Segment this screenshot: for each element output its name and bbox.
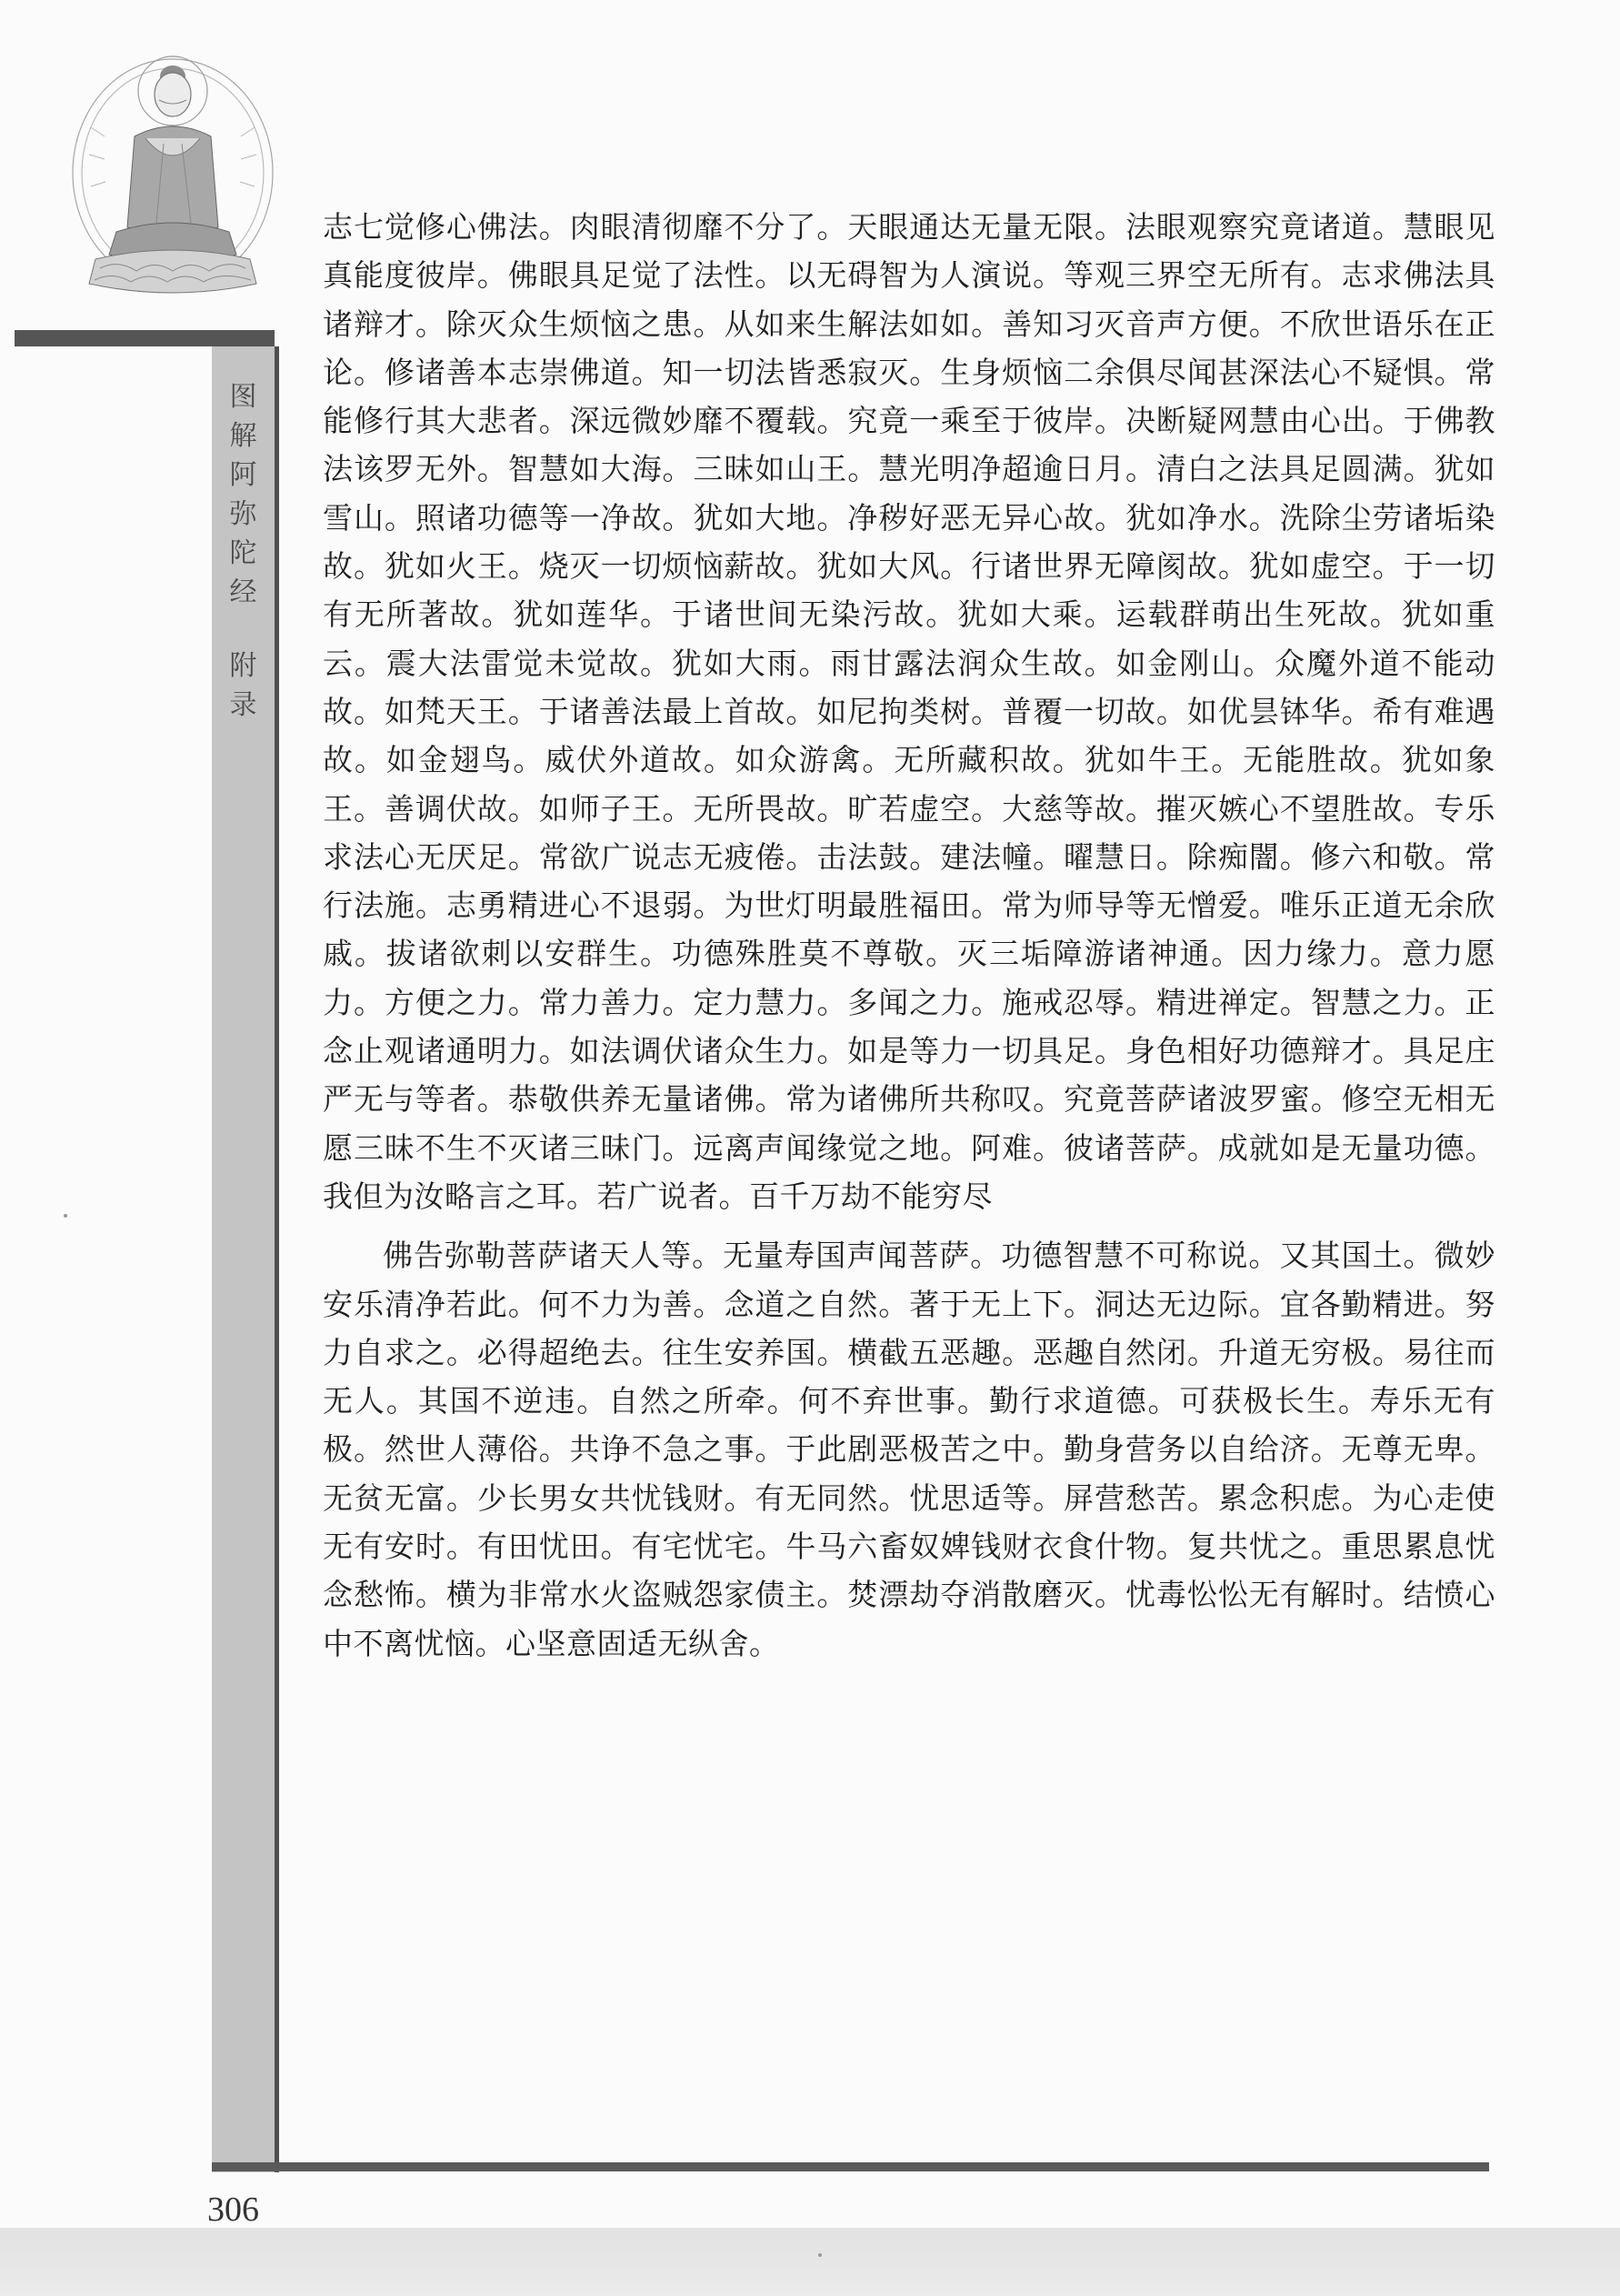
paragraph: 志七觉修心佛法。肉眼清彻靡不分了。天眼通达无量无限。法眼观察究竟诸道。慧眼见真能度彼岸。佛眼具足觉了法性。以无碍智为人演说。等观三界空无所有。志求佛法具诸辩才。除灭众生烦恼之患。从如来生解法如如。善知习灭音声方便。不欣世语乐在正论。修诸善本志崇佛道。知一切法皆悉寂灭。生身烦恼二余俱尽闻甚深法心不疑惧。常能修行其大悲者。深远微妙靡不覆载。究竟一乘至于彼岸。决断疑网慧由心出。于佛教法该罗无外。智慧如大海。三昧如山王。慧光明净超逾日月。清白之法具足圆满。犹如雪山。照诸功德等一净故。犹如大地。净秽好恶无异心故。犹如净水。洗除尘劳诸垢染故。犹如火王。烧灭一切烦恼薪故。犹如大风。行诸世界无障阂故。犹如虚空。于一切有无所著故。犹如莲华。于诸世间无染污故。犹如大乘。运载群萌出生死故。犹如重云。震大法雷觉未觉故。犹如大雨。雨甘露法润众生故。如金刚山。众魔外道不能动故。如梵天王。于诸善法最上首故。如尼拘类树。普覆一切故。如优昙钵华。希有难遇故。如金翅鸟。威伏外道故。如众游禽。无所藏积故。犹如牛王。无能胜故。犹如象王。善调伏故。如师子王。无所畏故。旷若虚空。大慈等故。摧灭嫉心不望胜故。专乐求法心无厌足。常欲广说志无疲倦。击法鼓。建法幢。曜慧日。除痴闇。修六和敬。常行法施。志勇精进心不退弱。为世灯明最胜福田。常为师导等无憎爱。唯乐正道无余欣戚。拔诸欲刺以安群生。功德殊胜莫不尊敬。灭三垢障游诸神通。因力缘力。意力愿力。方便之力。常力善力。定力慧力。多闻之力。施戒忍辱。精进禅定。智慧之力。正念止观诸通明力。如法调伏诸众生力。如是等力一切具足。身色相好功德辩才。具足庄严无与等者。恭敬供养无量诸佛。常为诸佛所共称叹。究竟菩萨诸波罗蜜。修空无相无愿三昧不生不灭诸三昧门。远离声闻缘觉之地。阿难。彼诸菩萨。成就如是无量功德。我但为汝略言之耳。若广说者。百千万劫不能穷尽	[323, 209, 1495, 1214]
scan-speck	[818, 2253, 822, 2257]
buddha-illustration	[55, 36, 291, 309]
sidebar-char: 图	[229, 381, 257, 413]
scan-speck	[64, 1214, 67, 1218]
sidebar-top-bar	[15, 330, 275, 346]
paragraph: 佛告弥勒菩萨诸天人等。无量寿国声闻菩萨。功德智慧不可称说。又其国土。微妙安乐清净若此。何不力为善。念道之自然。著于无上下。洞达无边际。宜各勤精进。努力自求之。必得超绝去。往生安养国。横截五恶趣。恶趣自然闭。升道无穷极。易往而无人。其国不逆违。自然之所牵。何不弃世事。勤行求道德。可获极长生。寿乐无有极。然世人薄俗。共诤不急之事。于此剧恶极苦之中。勤身营务以自给济。无尊无卑。无贫无富。少长男女共忧钱财。有无同然。忧思适等。屏营愁苦。累念积虑。为心走使无有安时。有田忧田。有宅忧宅。牛马六畜奴婢钱财衣食什物。复共忧之。重思累息忧念愁怖。横为非常水火盗贼怨家债主。焚漂劫夺消散磨灭。忧毒忪忪无有解时。结愤心中不离忧恼。心坚意固适无纵舍。	[323, 1238, 1495, 1661]
sidebar-char: 解	[229, 420, 257, 452]
sidebar-char: 陀	[229, 537, 257, 569]
page-edge-shadow	[0, 2228, 1620, 2296]
sidebar-title	[212, 377, 275, 725]
sidebar-char: 阿	[229, 459, 257, 491]
sidebar-char: 附	[229, 650, 257, 682]
sidebar-char: 经	[229, 577, 257, 608]
body-text	[323, 203, 1495, 1668]
footer-rule	[212, 2162, 1489, 2171]
page-number: 306	[207, 2191, 259, 2229]
sidebar-char: 录	[229, 689, 257, 721]
sidebar-char: 弥	[229, 498, 257, 530]
